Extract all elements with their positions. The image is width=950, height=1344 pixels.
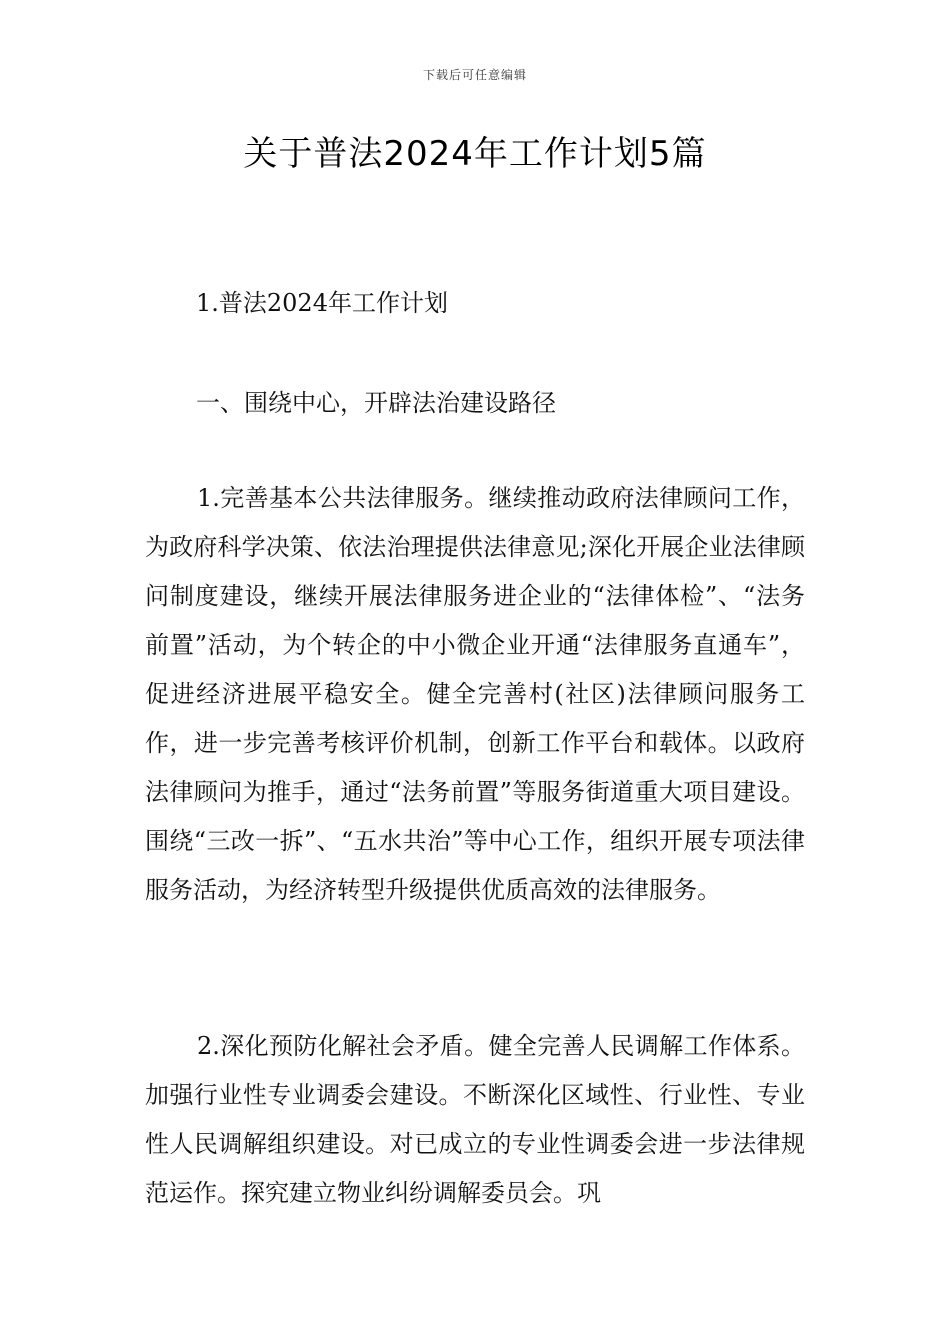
paragraph-dispute-resolution: 2.深化预防化解社会矛盾。健全完善人民调解工作体系。加强行业性专业调委会建设。不断深化区域性、行业性、专业性人民调解组织建设。对已成立的专业性调委会进一步法律规范运作。探究建立物业纠纷调解委员会。巩: [145, 1032, 805, 1207]
document-title: 关于普法2024年工作计划5篇: [243, 134, 707, 174]
header-note: 下载后可任意编辑: [422, 68, 527, 82]
paragraph-legal-services: 1.完善基本公共法律服务。继续推动政府法律顾问工作，为政府科学决策、依法治理提供法律意见;深化开展企业法律顾问制度建设，继续开展法律服务进企业的“法律体检”、“法务前置”活动，为个转企的中小微企业开通“法律服务直通车”，促进经济进展平稳安全。健全完善村(社区)法律顾问服务工作，进一步完善考核评价机制，创新工作平台和载体。以政府法律顾问为推手，通过“法务前置”等服务街道重大项目建设。围绕“三改一拆”、“五水共治”等中心工作，组织开展专项法律服务活动，为经济转型升级提供优质高效的法律服务。: [145, 484, 805, 904]
subsection-title: 一、围绕中心，开辟法治建设路径: [196, 389, 556, 417]
section-title: 1.普法2024年工作计划: [196, 289, 448, 317]
